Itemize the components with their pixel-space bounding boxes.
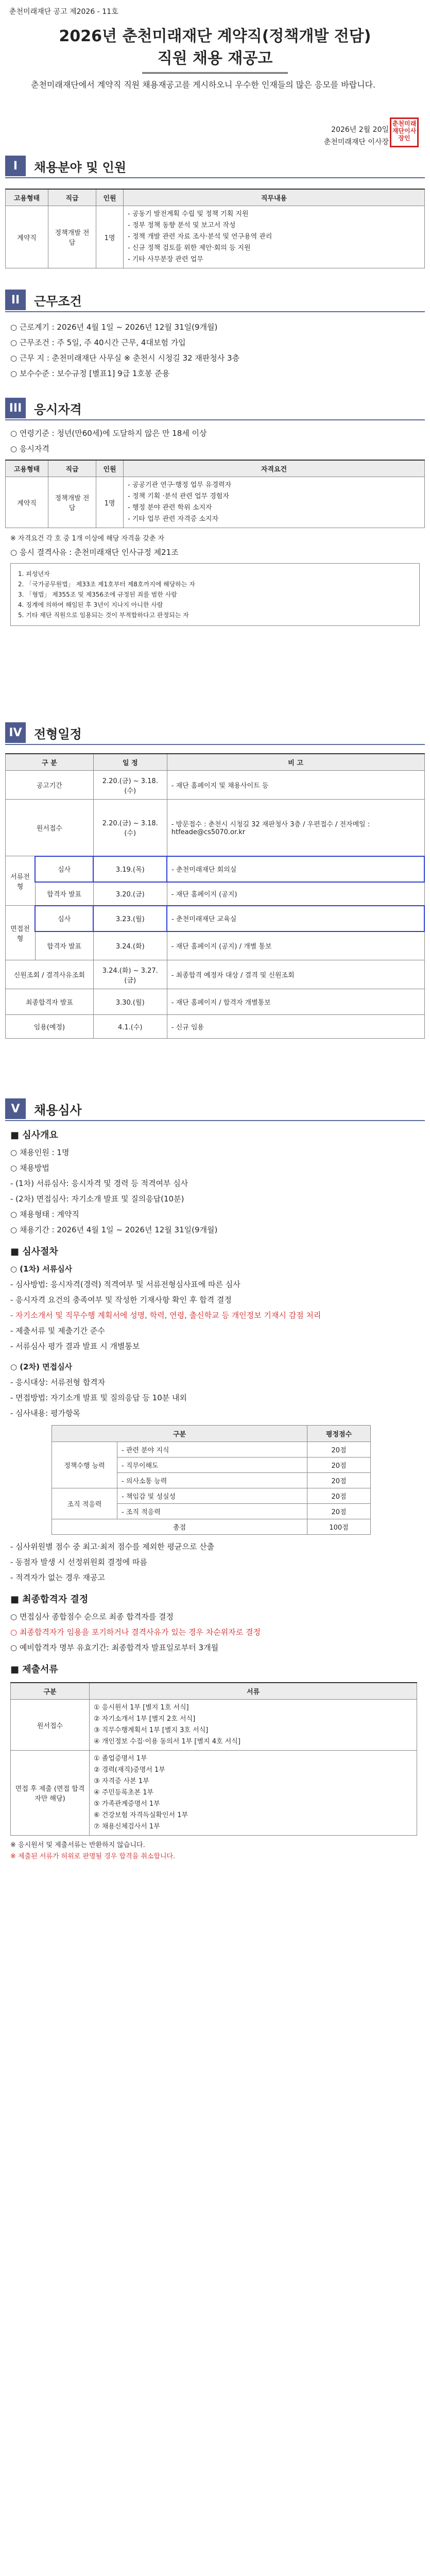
schedule-label: 신원조회 / 결격사유조회 — [6, 960, 94, 989]
schedule-date: 3.23.(월) — [93, 906, 167, 931]
screening-line: - 서류심사 평가 결과 발표 시 개별통보 — [10, 1342, 140, 1351]
cell-grade: 정책개발 전담 — [48, 206, 96, 268]
docs-items: ① 졸업증명서 1부 ② 경력(재직)증명서 1부 ③ 자격증 사본 1부 ④ 주민등록초본 1부 ⑤ 가족관계증명서 1부 ⑥ 건강보험 자격득실확인서 1부 ⑦ 채용신체검사서 1부 — [90, 1751, 417, 1836]
recruitment-table — [5, 189, 425, 268]
schedule-date: 3.24.(화) — [93, 931, 167, 960]
eval-item: - 조직 적응력 — [117, 1504, 307, 1519]
subsection-heading: ■ 심사개요 — [10, 1130, 58, 1141]
screening-line: - (2차) 면접심사: 자기소개 발표 및 질의응답(10분) — [10, 1194, 184, 1204]
screening-line: - 면접방법: 자기소개 발표 및 질의응답 등 10분 내외 — [10, 1393, 187, 1402]
schedule-note: - 방문접수 : 춘천시 시청길 32 재판청사 3층 / 우편접수 / 전자메일 : htfeade@cs5070.or.kr — [167, 800, 424, 856]
schedule-group: 서류전형 — [6, 856, 36, 906]
eval-item: - 직무이해도 — [117, 1458, 307, 1473]
intro-text: 춘천미래재단에서 계약직 직원 채용재공고를 게시하오니 우수한 인재들의 많은 응모를 바랍니다. — [31, 80, 376, 90]
evaluation-table — [51, 1425, 371, 1535]
eval-score: 20점 — [307, 1458, 371, 1473]
schedule-label: 공고기간 — [6, 771, 94, 800]
subsection-heading: ■ 최종합격자 결정 — [10, 1594, 89, 1605]
eval-group: 정책수행 능력 — [52, 1442, 117, 1488]
cell-type: 계약직 — [6, 206, 48, 268]
section-number: III — [5, 398, 26, 418]
screening-line: - 심사위원별 점수 중 최고·최저 점수를 제외한 평균으로 산출 — [10, 1542, 215, 1551]
subsection-heading: ■ 심사절차 — [10, 1246, 58, 1257]
screening-line: - 심사내용: 평가항목 — [10, 1409, 80, 1418]
schedule-label: 원서접수 — [6, 800, 94, 856]
eval-total-label: 총점 — [52, 1519, 307, 1535]
schedule-note: - 신규 임용 — [167, 1015, 424, 1039]
section-conditions — [5, 289, 425, 381]
col-header: 자격요건 — [124, 460, 425, 477]
condition-line: ○ 근무 지 : 춘천미래재단 사무실 ※ 춘천시 시청길 32 재판청사 3층 — [10, 353, 240, 363]
org-name: 춘천미래재단 이사장 — [323, 138, 389, 146]
section-number: IV — [5, 722, 26, 743]
section-title: 응시자격 — [34, 402, 82, 417]
section-number: II — [5, 290, 26, 310]
docs-items: ① 응시원서 1부 [별지 1호 서식] ② 자기소개서 1부 [별지 2호 서식] ③ 직무수행계획서 1부 [별지 3호 서식] ④ 개인정보 수집·이용 동의서 1부 [별지 4호 서식] — [90, 1700, 417, 1751]
section-title: 전형일정 — [34, 726, 82, 741]
final-decision-line: ○ 면접심사 종합점수 순으로 최종 합격자를 결정 — [10, 1612, 174, 1621]
col-header: 직급 — [48, 460, 96, 477]
date-block — [324, 124, 389, 148]
schedule-label: 합격자 발표 — [35, 882, 93, 906]
col-header: 인원 — [96, 460, 124, 477]
schedule-note: - 재단 홈페이지 (공지) — [167, 882, 424, 906]
eval-score: 20점 — [307, 1504, 371, 1519]
col-header: 구 분 — [6, 754, 94, 771]
col-header: 평정점수 — [307, 1426, 371, 1442]
schedule-date: 4.1.(수) — [93, 1015, 167, 1039]
docs-note: ※ 응시원서 및 제출서류는 반환하지 않습니다. — [10, 1841, 145, 1849]
schedule-note: - 재단 홈페이지 및 채용사이트 등 — [167, 771, 424, 800]
section-number: V — [5, 1098, 26, 1119]
schedule-date: 2.20.(금) ~ 3.18.(수) — [93, 771, 167, 800]
section-number: I — [5, 156, 26, 176]
eval-score: 20점 — [307, 1473, 371, 1488]
screening-line: ○ 채용형태 : 계약직 — [10, 1210, 79, 1219]
docs-note: ※ 제출된 서류가 허위로 판명될 경우 합격을 취소합니다. — [10, 1853, 176, 1860]
step-heading: ○ (1차) 서류심사 — [10, 1264, 73, 1274]
subsection-heading: ■ 제출서류 — [10, 1664, 58, 1675]
col-header: 인원 — [96, 189, 124, 206]
cell-count: 1명 — [96, 206, 124, 268]
schedule-label: 심사 — [35, 906, 93, 931]
docs-type: 면접 후 제출 (면접 합격자만 해당) — [11, 1751, 90, 1836]
schedule-date: 3.20.(금) — [93, 882, 167, 906]
screening-line: - 제출서류 및 제출기간 준수 — [10, 1326, 105, 1335]
official-seal-icon: 춘천미래재단이사장인 — [390, 117, 419, 147]
schedule-note: - 춘천미래재단 회의실 — [167, 856, 424, 882]
screening-line: - 응시대상: 서류전형 합격자 — [10, 1378, 106, 1387]
col-header: 구분 — [11, 1683, 90, 1700]
section-screening — [5, 1097, 425, 1862]
schedule-date: 3.30.(월) — [93, 989, 167, 1015]
final-decision-line: ○ 최종합격자가 임용을 포기하거나 결격사유가 있는 경우 차순위자로 결정 — [10, 1628, 261, 1637]
eval-item: - 책임감 및 성실성 — [117, 1488, 307, 1504]
col-header: 직무내용 — [124, 189, 425, 206]
screening-line: - 동점자 발생 시 선정위원회 결정에 따름 — [10, 1557, 147, 1567]
screening-line: - 심사방법: 응시자격(경력) 적격여부 및 서류전형심사표에 따른 심사 — [10, 1280, 240, 1289]
qualification-line: ○ 응시자격 — [10, 444, 49, 453]
final-decision-line: ○ 예비합격자 명부 유효기간: 최종합격자 발표일로부터 3개월 — [10, 1643, 219, 1652]
screening-line: - 적격자가 없는 경우 재공고 — [10, 1573, 105, 1582]
eval-item: - 관련 분야 지식 — [117, 1442, 307, 1458]
schedule-label: 합격자 발표 — [35, 931, 93, 960]
documents-table — [10, 1682, 417, 1836]
eval-item: - 의사소통 능력 — [117, 1473, 307, 1488]
schedule-date: 3.24.(화) ~ 3.27.(금) — [93, 960, 167, 989]
screening-line: ○ 채용방법 — [10, 1163, 49, 1173]
cell-count: 1명 — [96, 477, 124, 528]
title-block — [0, 26, 430, 74]
announce-date: 2026년 2월 20일 — [331, 126, 389, 134]
eval-group: 조직 적응력 — [52, 1488, 117, 1519]
schedule-date: 3.19.(목) — [93, 856, 167, 882]
col-header: 비 고 — [167, 754, 424, 771]
schedule-group: 면접전형 — [6, 906, 36, 960]
section-recruitment — [5, 155, 425, 268]
qualification-note: ○ 응시 결격사유 : 춘천미래재단 인사규정 제21조 — [10, 548, 179, 557]
schedule-label: 최종합격자 발표 — [6, 989, 94, 1015]
schedule-note: - 재단 홈페이지 (공지) / 개별 통보 — [167, 931, 424, 960]
condition-line: ○ 근무조건 : 주 5일, 주 40시간 근무, 4대보험 가입 — [10, 338, 186, 347]
col-header: 직급 — [48, 189, 96, 206]
condition-line: ○ 보수수준 : 보수규정 [별표1] 9급 1호봉 준용 — [10, 369, 170, 378]
col-header: 고용형태 — [6, 460, 48, 477]
section-title: 채용심사 — [34, 1103, 82, 1117]
disqualification-box: 1. 피성년자 2. 「국가공무원법」 제33조 제1호부터 제8호까지에 해당하는 자 3. 「형법」 제355조 및 제356조에 규정된 죄를 범한 사람 4. 징계에 의하여 해임된 후 3년이 지나지 아니한 사람 5. 기타 재단 직원으로 임용되는 것이 부적합하다고 판정되는 자 — [10, 563, 420, 626]
qualification-table — [5, 460, 425, 528]
screening-line: - (1차) 서류심사: 응시자격 및 경력 등 적격여부 심사 — [10, 1179, 188, 1188]
screening-warning: - 자기소개서 및 직무수행 계획서에 성명, 학력, 연령, 출신학교 등 개인정보 기재시 감점 처리 — [10, 1311, 321, 1320]
schedule-date: 2.20.(금) ~ 3.18.(수) — [93, 800, 167, 856]
col-header: 구분 — [52, 1426, 307, 1442]
schedule-note: - 최종합격 예정자 대상 / 결격 및 신원조회 — [167, 960, 424, 989]
title-line-2: 직원 채용 재공고 — [142, 47, 288, 74]
docs-type: 원서접수 — [11, 1700, 90, 1751]
announcement-number: 춘천미래재단 공고 제2026 - 11호 — [9, 8, 118, 16]
schedule-note: - 춘천미래재단 교육실 — [167, 906, 424, 931]
schedule-label: 심사 — [35, 856, 93, 882]
col-header: 서류 — [90, 1683, 417, 1700]
schedule-note: - 재단 홈페이지 / 합격자 개별통보 — [167, 989, 424, 1015]
screening-line: ○ 채용인원 : 1명 — [10, 1148, 70, 1157]
eval-score: 20점 — [307, 1488, 371, 1504]
screening-line: ○ 채용기간 : 2026년 4월 1일 ~ 2026년 12월 31일(9개월) — [10, 1225, 218, 1234]
col-header: 일 정 — [93, 754, 167, 771]
screening-line: - 응시자격 요건의 충족여부 및 작성한 기재사항 확인 후 합격 결정 — [10, 1295, 232, 1304]
schedule-label: 임용(예정) — [6, 1015, 94, 1039]
qualification-note: ※ 자격요건 각 호 중 1개 이상에 해당 자격을 갖춘 자 — [10, 535, 165, 543]
section-title: 근무조건 — [34, 294, 82, 309]
schedule-table — [5, 753, 425, 1039]
condition-line: ○ 근로계기 : 2026년 4월 1일 ~ 2026년 12월 31일(9개월) — [10, 323, 218, 332]
cell-reqs: - 공공기관 연구·행정 업무 유경력자 - 정책 기획 ·분석 관련 업무 경험자 - 행정 분야 관련 학위 소지자 - 기타 업무 관련 자격증 소지자 — [124, 477, 425, 528]
cell-grade: 정책개발 전담 — [48, 477, 96, 528]
cell-type: 계약직 — [6, 477, 48, 528]
cell-duties: - 공동기 발전계획 수립 및 정책 기획 지원 - 정부 정책 동향 분석 및 보고서 작성 - 정책 개발 관련 자료 조사·분석 및 연구용역 관리 - 신규 정책 검토를 위한 제안·회의 등 지원 - 기타 사무분장 관련 업무 — [124, 206, 425, 268]
title-line-1: 2026년 춘천미래재단 계약직(정책개발 전담) — [59, 27, 371, 45]
section-schedule — [5, 721, 425, 1039]
section-qualifications — [5, 397, 425, 626]
section-title: 채용분야 및 인원 — [34, 160, 126, 175]
qualification-line: ○ 연령기준 : 청년(만60세)에 도달하지 않은 만 18세 이상 — [10, 429, 207, 438]
eval-total-score: 100점 — [307, 1519, 371, 1535]
step-heading: ○ (2차) 면접심사 — [10, 1362, 73, 1371]
col-header: 고용형태 — [6, 189, 48, 206]
eval-score: 20점 — [307, 1442, 371, 1458]
